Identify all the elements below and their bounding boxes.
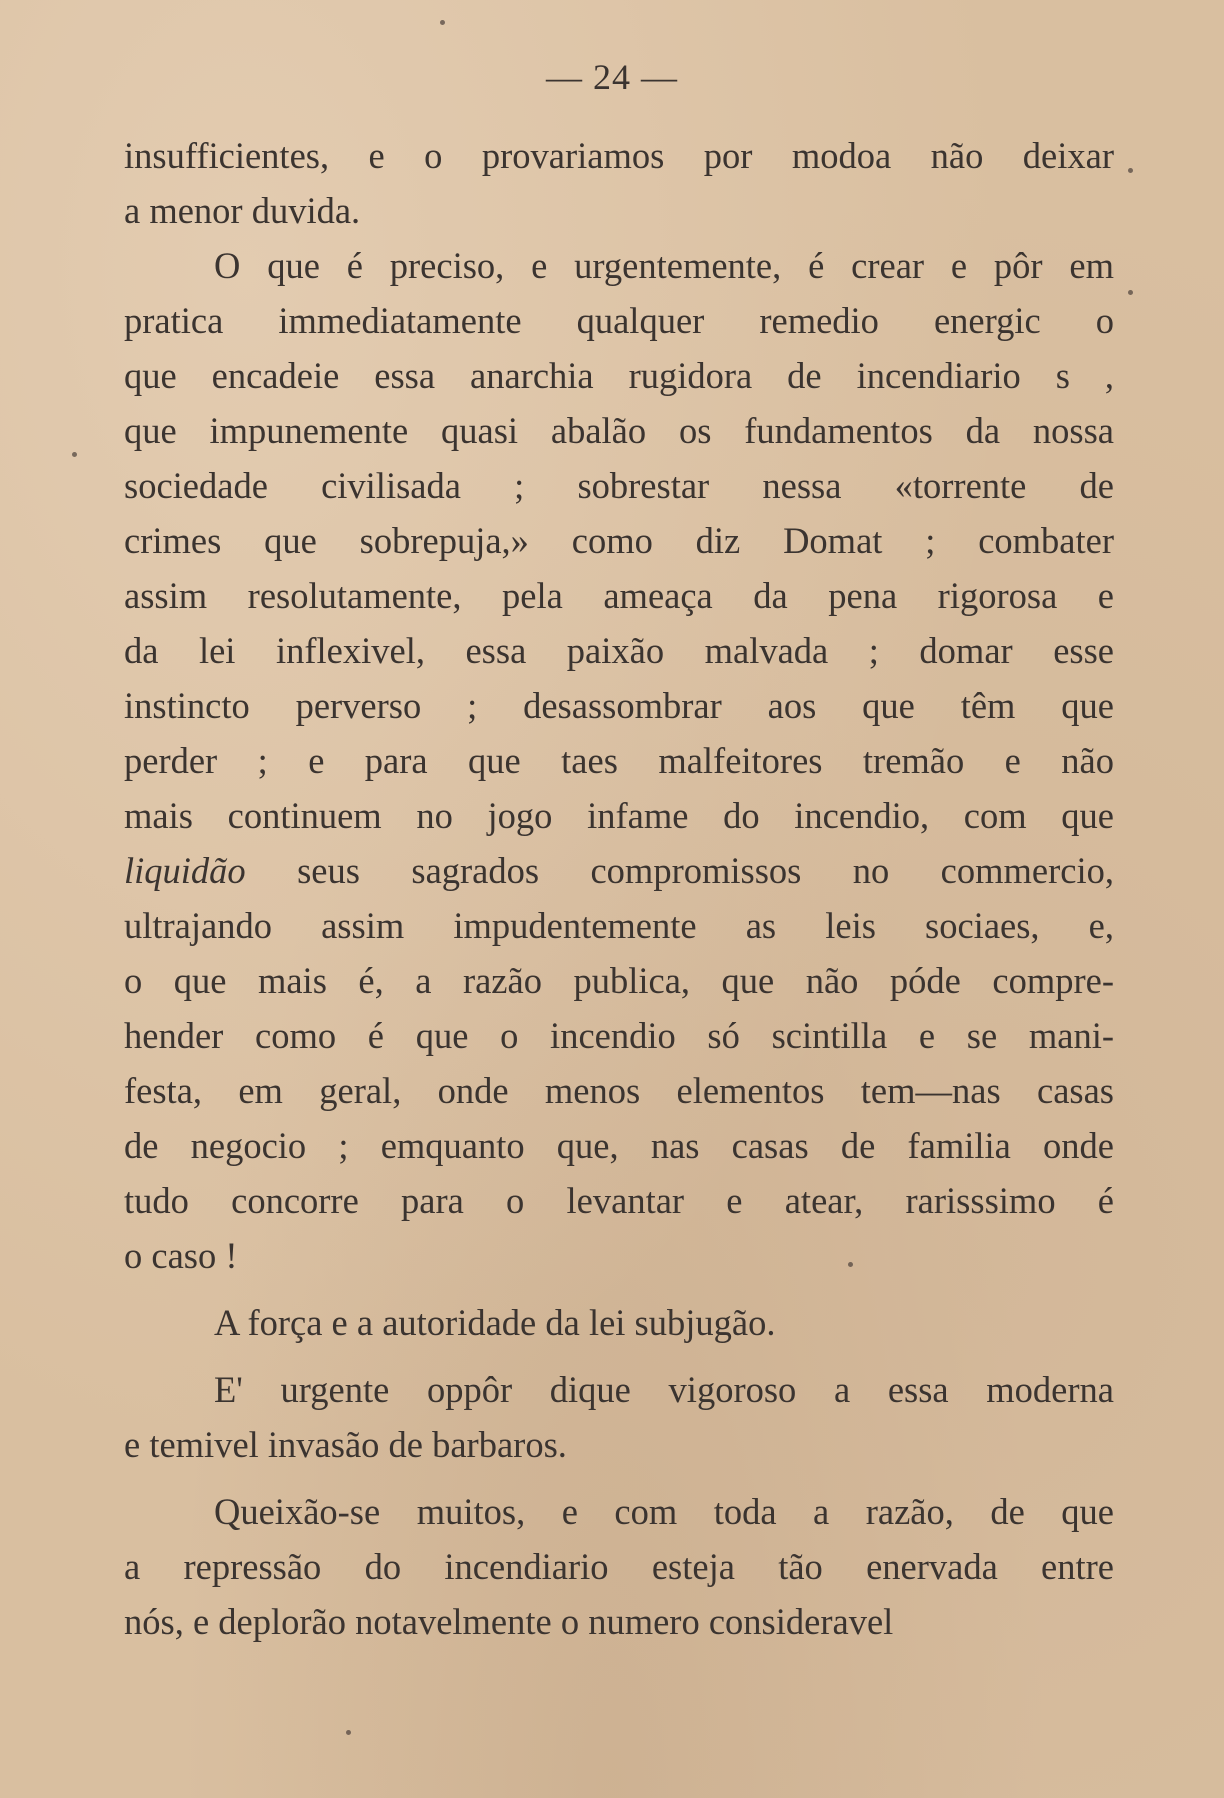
text-line: o caso ! <box>124 1235 238 1276</box>
text-line: Queixão-se muitos, e com toda a razão, de que <box>214 1491 1114 1532</box>
text-line: liquidão seus sagrados compromissos no commercio, <box>124 850 1114 891</box>
text-line: assim resolutamente, pela ameaça da pena rigorosa e <box>124 575 1114 616</box>
paper-speck <box>848 1262 853 1267</box>
text-line: o que mais é, a razão publica, que não póde compre- <box>124 960 1114 1001</box>
text-line: a menor duvida. <box>124 190 361 231</box>
text-line: sociedade civilisada ; sobrestar nessa «torrente de <box>124 465 1114 506</box>
text-line: da lei inflexivel, essa paixão malvada ; domar esse <box>124 630 1114 671</box>
paper-speck <box>1128 168 1133 173</box>
text-line: crimes que sobrepuja,» como diz Domat ; combater <box>124 520 1114 561</box>
text-line: ultrajando assim impudentemente as leis sociaes, e, <box>124 905 1114 946</box>
text-line: hender como é que o incendio só scintilla e se mani- <box>124 1015 1114 1056</box>
text-line: que encadeie essa anarchia rugidora de incendiario s , <box>124 355 1114 396</box>
text-line: A força e a autoridade da lei subjugão. <box>214 1302 776 1343</box>
paper-speck <box>1128 290 1133 295</box>
paper-speck <box>346 1730 351 1735</box>
text-line: O que é preciso, e urgentemente, é crear e pôr em <box>214 245 1114 286</box>
text-line: e temivel invasão de barbaros. <box>124 1424 567 1465</box>
text-line: insufficientes, e o provariamos por modoa não deixar <box>124 135 1114 176</box>
paper-speck <box>72 452 77 457</box>
text-line: tudo concorre para o levantar e atear, rarisssimo é <box>124 1180 1114 1221</box>
text-line: que impunemente quasi abalão os fundamentos da nossa <box>124 410 1114 451</box>
text-line: nós, e deplorão notavelmente o numero consideravel <box>124 1601 894 1642</box>
text-line: festa, em geral, onde menos elementos tem—nas casas <box>124 1070 1114 1111</box>
text-line: instincto perverso ; desassombrar aos que têm que <box>124 685 1114 726</box>
body-text <box>124 128 1114 1649</box>
text-line: pratica immediatamente qualquer remedio energic o <box>124 300 1114 341</box>
text-line: perder ; e para que taes malfeitores tremão e não <box>124 740 1114 781</box>
page-number: — 24 — <box>546 57 678 97</box>
italic-word: liquidão <box>124 850 246 891</box>
text-line: mais continuem no jogo infame do incendio, com que <box>124 795 1114 836</box>
text-line: de negocio ; emquanto que, nas casas de familia onde <box>124 1125 1114 1166</box>
paper-speck <box>440 20 445 25</box>
text-line: a repressão do incendiario esteja tão enervada entre <box>124 1546 1114 1587</box>
text-line: E' urgente oppôr dique vigoroso a essa moderna <box>214 1369 1114 1410</box>
